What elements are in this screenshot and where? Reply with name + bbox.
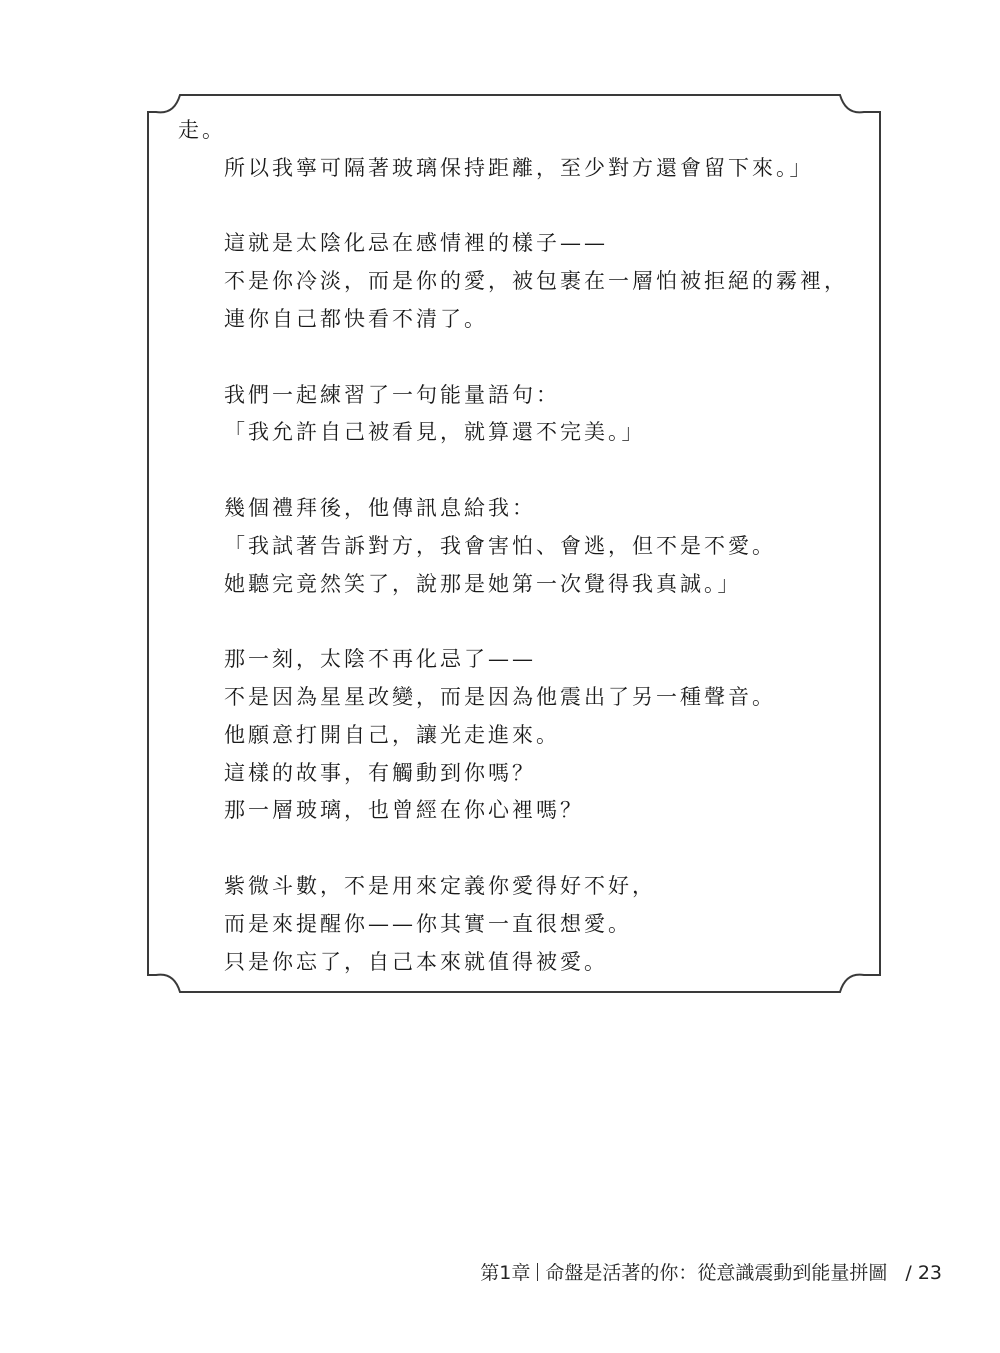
text-line: 我們一起練習了一句能量語句： [224, 382, 560, 407]
paragraph-gap [178, 188, 858, 226]
text-line: 不是因為星星改變，而是因為他震出了另一種聲音。 [224, 684, 776, 709]
text-line: 這樣的故事，有觸動到你嗎？ [224, 760, 536, 785]
text-line: 「我試著告訴對方，我會害怕、會逃，但不是不愛。 [224, 533, 776, 558]
text-line: 「我允許自己被看見，就算還不完美。」 [224, 420, 646, 445]
body-text [178, 112, 858, 981]
chapter-label: 第1章 [480, 1262, 531, 1284]
chapter-title: 命盤是活著的你：從意識震動到能量拼圖 [545, 1262, 888, 1284]
text-line: 連你自己都快看不清了。 [224, 306, 488, 331]
page-number: 23 [917, 1262, 942, 1284]
text-line: 那一層玻璃，也曾經在你心裡嗎？ [224, 798, 584, 823]
text-line: 她聽完竟然笑了，說那是她第一次覺得我真誠。」 [224, 571, 742, 596]
paragraph-gap [178, 830, 858, 868]
text-line: 不是你冷淡，而是你的愛，被包裹在一層怕被拒絕的霧裡， [224, 269, 848, 294]
text-line: 幾個禮拜後，他傳訊息給我： [224, 495, 536, 520]
text-line: 他願意打開自己，讓光走進來。 [224, 722, 560, 747]
page-footer [480, 1258, 942, 1285]
text-line: 所以我寧可隔著玻璃保持距離，至少對方還會留下來。」 [224, 155, 814, 180]
text-line: 走。 [178, 118, 226, 142]
paragraph-gap [178, 452, 858, 490]
text-line: 只是你忘了，自己本來就值得被愛。 [224, 949, 608, 974]
text-line: 紫微斗數，不是用來定義你愛得好不好， [224, 873, 656, 898]
text-line: 而是來提醒你——你其實一直很想愛。 [224, 911, 632, 936]
page-separator: / [905, 1262, 912, 1284]
chapter-divider [537, 1263, 538, 1281]
paragraph-gap [178, 339, 858, 377]
text-line: 那一刻，太陰不再化忌了—— [224, 647, 536, 672]
paragraph-gap [178, 603, 858, 641]
text-line: 這就是太陰化忌在感情裡的樣子—— [224, 231, 608, 256]
